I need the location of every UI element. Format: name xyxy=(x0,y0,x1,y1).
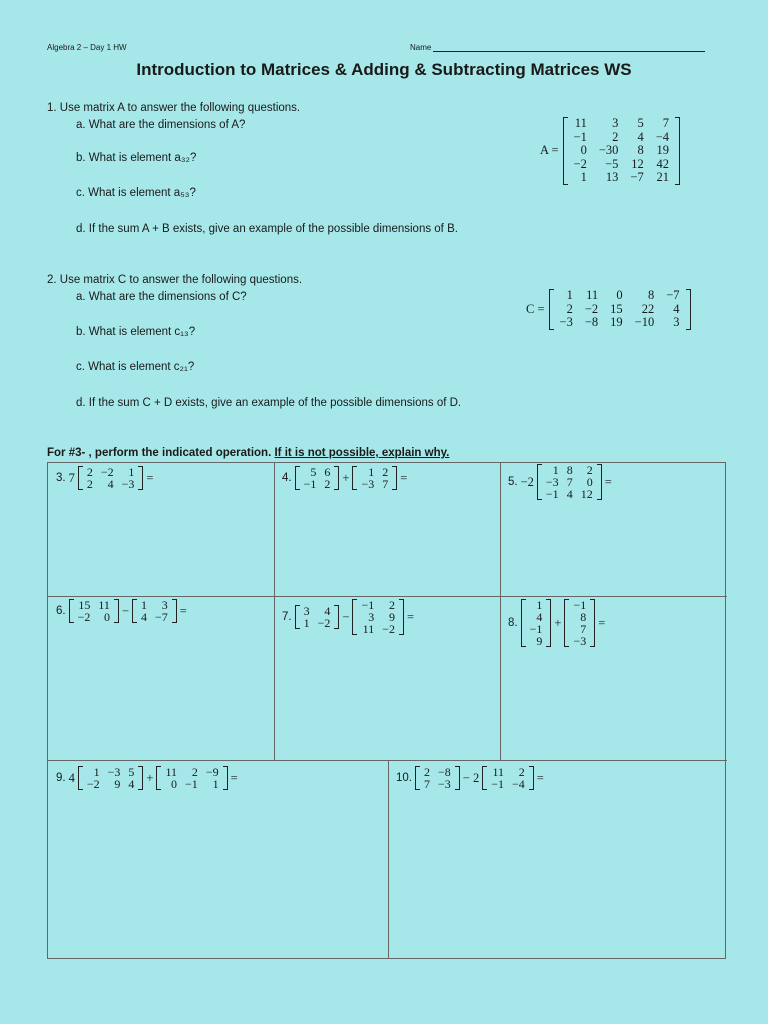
problem-3-matrix-right-bracket xyxy=(138,466,143,490)
matrix-a-label: A = xyxy=(540,143,559,158)
problem-grid xyxy=(47,462,726,959)
matrix-entry: 0 xyxy=(171,777,178,791)
matrix-entry: 7 xyxy=(566,475,573,489)
matrix-entry: 4 xyxy=(536,610,543,624)
matrix-entry: 9 xyxy=(536,634,543,648)
q1-stem: 1. Use matrix A to answer the following questions. xyxy=(47,102,301,114)
problem-10 xyxy=(396,766,544,790)
matrix-entry: −8 xyxy=(584,315,599,329)
matrix-entry: 19 xyxy=(656,143,670,157)
problem-6-matrix-2 xyxy=(132,599,177,623)
matrix-entry: 11 xyxy=(586,288,599,302)
matrix-c-body-right-bracket xyxy=(686,289,691,330)
matrix-entry: −1 xyxy=(573,129,587,144)
problem-4 xyxy=(282,466,407,490)
matrix-entry: −3 xyxy=(545,475,559,489)
problem-9-operator: + xyxy=(146,770,154,785)
matrix-entry: −2 xyxy=(86,777,100,791)
problem-10-operator: − 2 xyxy=(462,770,480,785)
matrix-entry: −3 xyxy=(559,315,573,329)
matrix-entry: 19 xyxy=(610,315,623,329)
name-label: Name xyxy=(410,43,432,52)
matrix-entry: 1 xyxy=(536,598,543,612)
matrix-entry: 8 xyxy=(566,463,573,477)
problem-4-matrix-1-right-bracket xyxy=(334,466,339,490)
problem-8-matrix-2 xyxy=(564,599,595,647)
matrix-entry: 2 xyxy=(324,477,331,491)
matrix-a xyxy=(540,117,680,185)
matrix-entry: 1 xyxy=(93,765,100,779)
matrix-entry: 8 xyxy=(647,288,655,302)
matrix-entry: 2 xyxy=(191,765,198,779)
problem-6-matrix-1-right-bracket xyxy=(114,599,119,623)
matrix-entry: 7 xyxy=(382,477,389,491)
matrix-entry: 1 xyxy=(566,288,573,302)
matrix-entry: −3 xyxy=(573,634,587,648)
matrix-a-body-right-bracket xyxy=(675,117,680,185)
matrix-entry: 1 xyxy=(552,463,559,477)
matrix-entry: 2 xyxy=(612,129,619,144)
matrix-entry: 4 xyxy=(107,477,114,491)
problem-8-matrix-2-right-bracket xyxy=(590,599,595,647)
matrix-entry: 8 xyxy=(580,610,587,624)
problem-4-matrix-2 xyxy=(352,466,397,490)
problem-10-matrix-1-entries xyxy=(420,766,455,790)
matrix-c-body-entries xyxy=(554,289,686,330)
matrix-entry: 21 xyxy=(656,170,670,184)
problem-7-matrix-2-entries xyxy=(357,599,399,635)
problem-10-number: 10. xyxy=(396,772,412,784)
matrix-entry: 5 xyxy=(128,765,135,779)
matrix-entry: 11 xyxy=(165,765,178,779)
problem-3-matrix xyxy=(78,466,144,490)
matrix-entry: 2 xyxy=(389,598,395,612)
matrix-entry: 1 xyxy=(303,616,310,630)
matrix-entry: −4 xyxy=(512,777,525,791)
problem-3-equals: = xyxy=(146,470,154,485)
matrix-entry: 4 xyxy=(324,604,331,618)
problem-7-equals: = xyxy=(407,609,415,624)
matrix-entry: −5 xyxy=(605,156,619,171)
name-field[interactable] xyxy=(410,43,705,52)
q2-part-c: c. What is element c₂₁? xyxy=(76,361,195,373)
problem-10-matrix-2 xyxy=(482,766,534,790)
problem-3 xyxy=(56,466,153,490)
problem-7-number: 7. xyxy=(282,611,292,623)
matrix-entry: −2 xyxy=(584,301,599,316)
matrix-entry: −2 xyxy=(317,616,331,630)
matrix-c xyxy=(526,289,691,330)
matrix-entry: 2 xyxy=(566,301,573,316)
problem-10-matrix-1 xyxy=(415,766,460,790)
problem-8-matrix-2-entries xyxy=(569,599,590,647)
matrix-entry: 2 xyxy=(86,477,93,491)
problem-9-matrix-2-entries xyxy=(161,766,222,790)
problem-4-matrix-1-entries xyxy=(300,466,335,490)
matrix-a-body-entries xyxy=(568,117,676,185)
matrix-entry: 4 xyxy=(637,129,644,144)
matrix-entry: −3 xyxy=(361,477,375,491)
problem-5-scalar: −2 xyxy=(520,474,534,489)
matrix-entry: −3 xyxy=(107,765,121,779)
matrix-entry: 3 xyxy=(303,604,310,618)
matrix-entry: 2 xyxy=(382,465,389,479)
matrix-entry: 0 xyxy=(103,610,110,624)
problem-6-number: 6. xyxy=(56,605,66,617)
instructions xyxy=(47,447,449,459)
q2-part-a: a. What are the dimensions of C? xyxy=(76,291,247,303)
q2-part-d: d. If the sum C + D exists, give an example of the possible dimensions of D. xyxy=(76,397,462,409)
name-line[interactable] xyxy=(433,43,705,52)
matrix-entry: −1 xyxy=(573,598,587,612)
problem-4-operator: + xyxy=(342,470,350,485)
matrix-entry: 8 xyxy=(637,143,644,157)
problem-8-matrix-1-right-bracket xyxy=(546,599,551,647)
problem-10-equals: = xyxy=(536,770,544,785)
instructions-part2: If it is not possible, explain why. xyxy=(274,447,450,459)
problem-7-matrix-2-right-bracket xyxy=(399,599,404,635)
problem-8-number: 8. xyxy=(508,617,518,629)
matrix-entry: 4 xyxy=(673,301,680,316)
matrix-entry: 4 xyxy=(566,487,573,501)
matrix-entry: 9 xyxy=(114,777,121,791)
problem-10-matrix-1-right-bracket xyxy=(455,766,460,790)
q2-part-b: b. What is element c₁₃? xyxy=(76,326,196,338)
problem-6-matrix-1-entries xyxy=(74,599,114,623)
matrix-entry: 12 xyxy=(580,487,593,501)
problem-8-equals: = xyxy=(598,615,606,630)
matrix-entry: 2 xyxy=(86,465,93,479)
problem-6 xyxy=(56,599,187,623)
problem-9-matrix-1-right-bracket xyxy=(138,766,143,790)
problem-7-matrix-1-right-bracket xyxy=(334,605,339,629)
problem-5-matrix xyxy=(537,464,602,500)
matrix-entry: −7 xyxy=(630,170,644,184)
matrix-entry: −2 xyxy=(382,622,395,636)
matrix-entry: 0 xyxy=(616,288,623,302)
matrix-entry: 15 xyxy=(78,598,91,612)
problem-9-number: 9. xyxy=(56,772,66,784)
problem-3-scalar: 7 xyxy=(68,470,75,485)
matrix-entry: −10 xyxy=(634,315,655,329)
matrix-entry: 3 xyxy=(673,315,680,329)
matrix-entry: 0 xyxy=(586,475,593,489)
problem-4-matrix-2-entries xyxy=(357,466,392,490)
matrix-entry: −1 xyxy=(491,777,504,791)
matrix-entry: 1 xyxy=(368,465,375,479)
matrix-entry: −4 xyxy=(655,129,670,144)
matrix-entry: −30 xyxy=(598,143,619,157)
problem-10-matrix-2-right-bracket xyxy=(529,766,534,790)
matrix-entry: 2 xyxy=(586,463,593,477)
matrix-entry: 11 xyxy=(98,598,110,612)
problem-3-matrix-entries xyxy=(83,466,139,490)
matrix-entry: 11 xyxy=(362,622,375,636)
matrix-entry: 9 xyxy=(389,610,395,624)
matrix-entry: −1 xyxy=(529,622,543,636)
problem-6-matrix-1 xyxy=(69,599,119,623)
matrix-entry: −7 xyxy=(155,610,168,624)
problem-6-matrix-2-entries xyxy=(137,599,172,623)
problem-9 xyxy=(56,766,238,790)
matrix-entry: 5 xyxy=(637,116,644,130)
problem-6-operator: − xyxy=(121,603,129,618)
matrix-entry: 3 xyxy=(612,116,619,130)
problem-5-matrix-right-bracket xyxy=(597,464,602,500)
matrix-entry: 2 xyxy=(424,765,430,779)
matrix-entry: 11 xyxy=(574,116,587,130)
matrix-entry: 7 xyxy=(662,116,670,130)
matrix-entry: 7 xyxy=(580,622,587,636)
matrix-entry: 6 xyxy=(324,465,331,479)
matrix-entry: 1 xyxy=(212,777,219,791)
problem-3-number: 3. xyxy=(56,472,66,484)
problem-6-equals: = xyxy=(179,603,187,618)
problem-9-matrix-2-right-bracket xyxy=(223,766,228,790)
matrix-entry: 1 xyxy=(580,170,587,184)
matrix-entry: −1 xyxy=(545,487,559,501)
problem-7-matrix-1-entries xyxy=(300,605,335,629)
problem-4-matrix-2-right-bracket xyxy=(392,466,397,490)
problem-9-matrix-1-entries xyxy=(83,766,139,790)
matrix-entry: 1 xyxy=(128,465,135,479)
matrix-entry: 22 xyxy=(641,301,655,316)
matrix-entry: 15 xyxy=(610,301,623,316)
matrix-entry: 3 xyxy=(161,598,168,612)
matrix-c-label: C = xyxy=(526,301,545,316)
matrix-c-body xyxy=(549,289,691,330)
problem-5-equals: = xyxy=(604,474,612,489)
problem-4-number: 4. xyxy=(282,472,292,484)
matrix-entry: 1 xyxy=(141,598,147,612)
matrix-entry: −9 xyxy=(205,765,219,779)
matrix-entry: 2 xyxy=(518,765,525,779)
matrix-entry: 0 xyxy=(580,143,587,157)
matrix-entry: −7 xyxy=(666,288,680,302)
matrix-entry: −3 xyxy=(121,477,135,491)
instructions-part1: For #3- , perform the indicated operation. xyxy=(47,447,275,459)
worksheet-title: Introduction to Matrices & Adding & Subtracting Matrices WS xyxy=(136,60,632,79)
problem-10-matrix-2-entries xyxy=(487,766,529,790)
matrix-entry: −1 xyxy=(303,477,317,491)
problem-7-operator: − xyxy=(342,609,350,624)
matrix-entry: −8 xyxy=(438,765,451,779)
problem-9-matrix-2 xyxy=(156,766,227,790)
q2-stem: 2. Use matrix C to answer the following questions. xyxy=(47,274,303,286)
problem-6-matrix-2-right-bracket xyxy=(172,599,177,623)
problem-8-operator: + xyxy=(554,615,562,630)
matrix-entry: −2 xyxy=(573,156,587,171)
matrix-entry: −3 xyxy=(438,777,451,791)
matrix-entry: −1 xyxy=(361,598,375,612)
matrix-entry: −2 xyxy=(77,610,91,624)
problem-9-equals: = xyxy=(230,770,238,785)
matrix-entry: 13 xyxy=(605,170,619,184)
problem-9-scalar: 4 xyxy=(68,770,75,785)
problem-8-matrix-1-entries xyxy=(526,599,547,647)
q1-part-a: a. What are the dimensions of A? xyxy=(76,119,246,131)
course-label: Algebra 2 – Day 1 HW xyxy=(47,43,127,52)
matrix-entry: 7 xyxy=(424,777,430,791)
matrix-entry: 4 xyxy=(141,610,147,624)
matrix-entry: −1 xyxy=(185,777,198,791)
matrix-entry: 12 xyxy=(631,156,644,171)
matrix-a-body xyxy=(563,117,681,185)
problem-4-matrix-1 xyxy=(295,466,340,490)
q1-part-b: b. What is element a₃₂? xyxy=(76,152,197,164)
problem-8-matrix-1 xyxy=(521,599,552,647)
matrix-entry: 4 xyxy=(128,777,135,791)
problem-8 xyxy=(508,599,605,647)
problem-7-matrix-2 xyxy=(352,599,404,635)
problem-5-number: 5. xyxy=(508,476,518,488)
problem-5 xyxy=(508,464,612,500)
problem-7 xyxy=(282,599,414,635)
matrix-entry: −2 xyxy=(100,465,114,479)
problem-7-matrix-1 xyxy=(295,605,340,629)
q1-part-c: c. What is element a₅₃? xyxy=(76,187,196,199)
matrix-entry: 11 xyxy=(492,765,504,779)
q1-part-d: d. If the sum A + B exists, give an example of the possible dimensions of B. xyxy=(76,223,458,235)
matrix-entry: 42 xyxy=(656,156,670,171)
problem-4-equals: = xyxy=(400,470,408,485)
problem-9-matrix-1 xyxy=(78,766,144,790)
problem-5-matrix-entries xyxy=(542,464,597,500)
matrix-entry: 5 xyxy=(310,465,317,479)
matrix-entry: 3 xyxy=(368,610,375,624)
